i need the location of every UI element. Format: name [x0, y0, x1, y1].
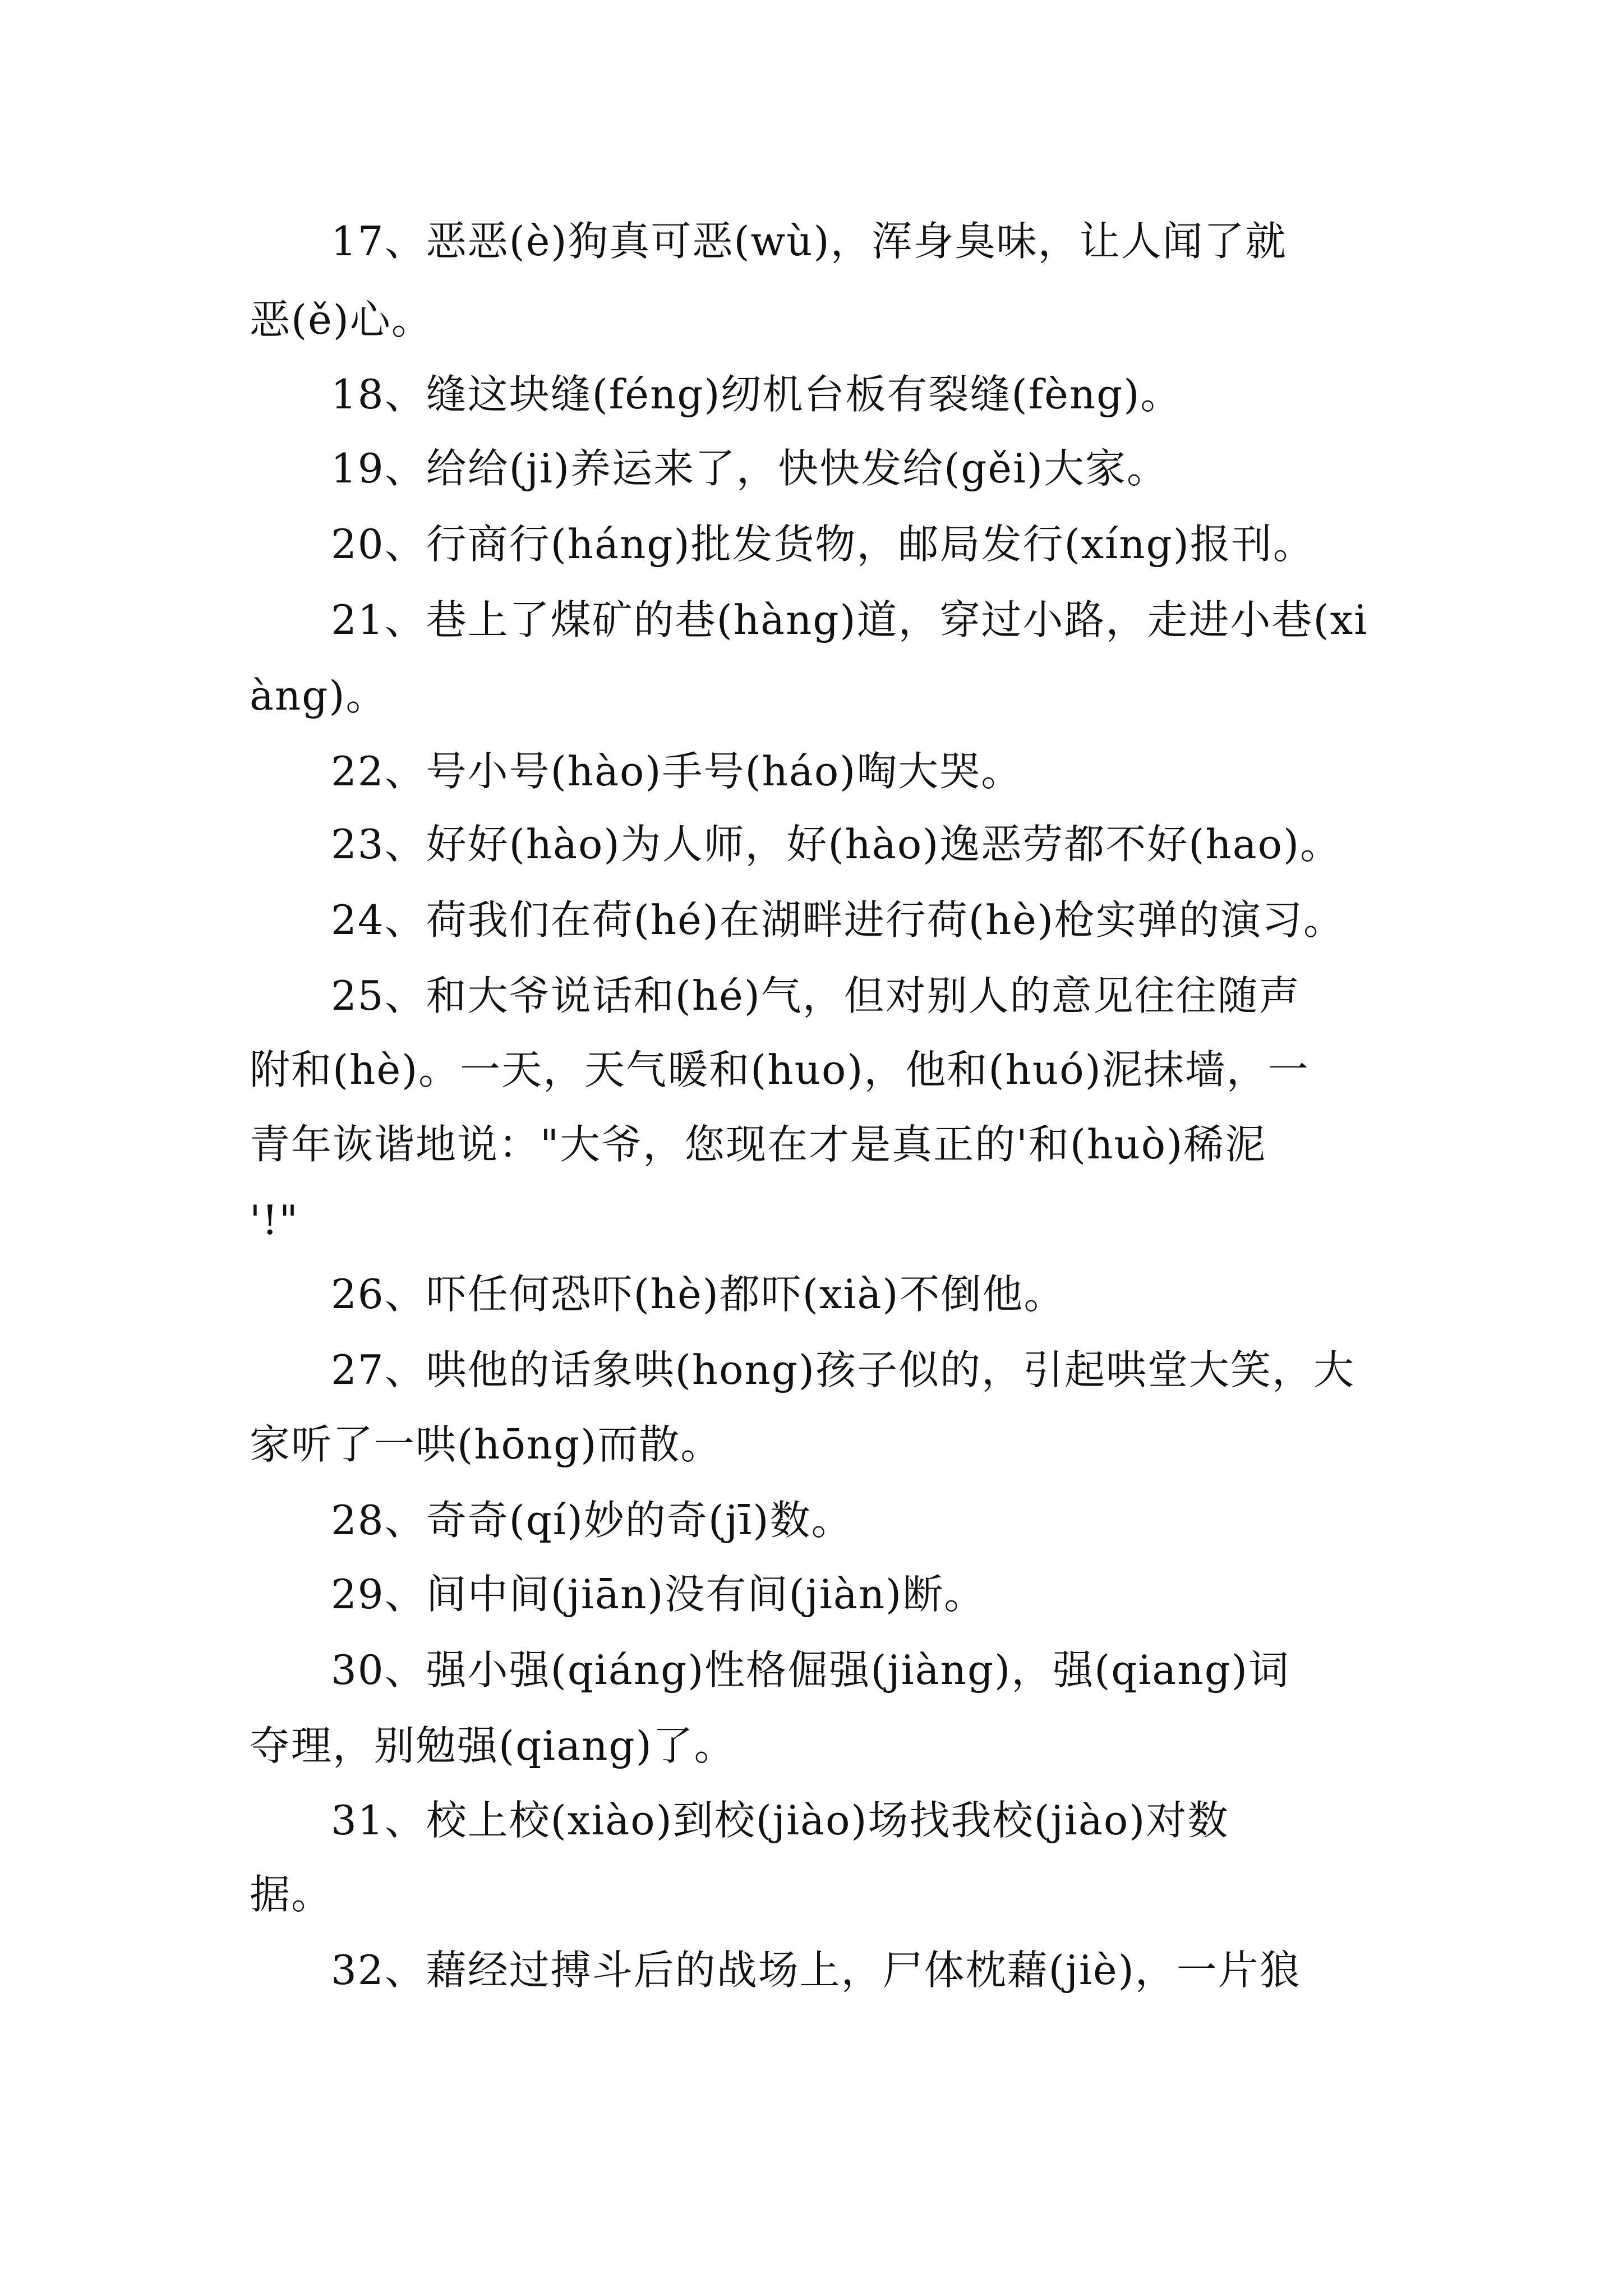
- text-line-29: 29、间中间(jiān)没有间(jiàn)断。: [331, 1571, 986, 1618]
- text-line-28: 28、奇奇(qí)妙的奇(jī)数。: [331, 1497, 853, 1544]
- text-line-21-a: 21、巷上了煤矿的巷(hàng)道，穿过小路，走进小巷(xi: [331, 596, 1368, 643]
- text-line-20: 20、行商行(háng)批发货物，邮局发行(xíng)报刊。: [331, 521, 1315, 568]
- text-line-32: 32、藉经过搏斗后的战场上，尸体枕藉(jiè)，一片狼: [331, 1947, 1301, 1994]
- text-line-30-a: 30、强小强(qiáng)性格倔强(jiàng)，强(qiang)词: [331, 1646, 1290, 1694]
- text-line-31-b: 据。: [250, 1871, 333, 1918]
- text-line-23: 23、好好(hào)为人师，好(hào)逸恶劳都不好(hao)。: [331, 821, 1342, 868]
- text-line-22: 22、号小号(hào)手号(háo)啕大哭。: [331, 748, 1023, 795]
- text-line-25-d: '!": [250, 1197, 299, 1244]
- text-line-21-b: àng)。: [250, 672, 388, 719]
- text-line-19: 19、给给(ji)养运来了，快快发给(gěi)大家。: [331, 445, 1169, 492]
- text-line-18: 18、缝这块缝(féng)纫机台板有裂缝(fèng)。: [331, 371, 1182, 418]
- text-line-25-c: 青年诙谐地说："大爷，您现在才是真正的'和(huò)稀泥: [250, 1121, 1267, 1168]
- text-line-24: 24、荷我们在荷(hé)在湖畔进行荷(hè)枪实弹的演习。: [331, 896, 1345, 944]
- text-line-25-b: 附和(hè)。一天，天气暖和(huo)，他和(huó)泥抹墙，一: [250, 1046, 1310, 1093]
- text-line-30-b: 夺理，别勉强(qiang)了。: [250, 1722, 736, 1769]
- text-line-17-a: 17、恶恶(è)狗真可恶(wù)，浑身臭味，让人闻了就: [331, 218, 1287, 265]
- text-line-31-a: 31、校上校(xiào)到校(jiào)场找我校(jiào)对数: [331, 1797, 1229, 1844]
- text-line-17-b: 恶(ě)心。: [250, 296, 433, 343]
- text-line-27-a: 27、哄他的话象哄(hong)孩子似的，引起哄堂大笑，大: [331, 1346, 1355, 1393]
- text-line-26: 26、吓任何恐吓(hè)都吓(xià)不倒他。: [331, 1271, 1066, 1318]
- text-line-25-a: 25、和大爷说话和(hé)气，但对别人的意见往往随声: [331, 972, 1301, 1019]
- text-line-27-b: 家听了一哄(hōng)而散。: [250, 1421, 722, 1468]
